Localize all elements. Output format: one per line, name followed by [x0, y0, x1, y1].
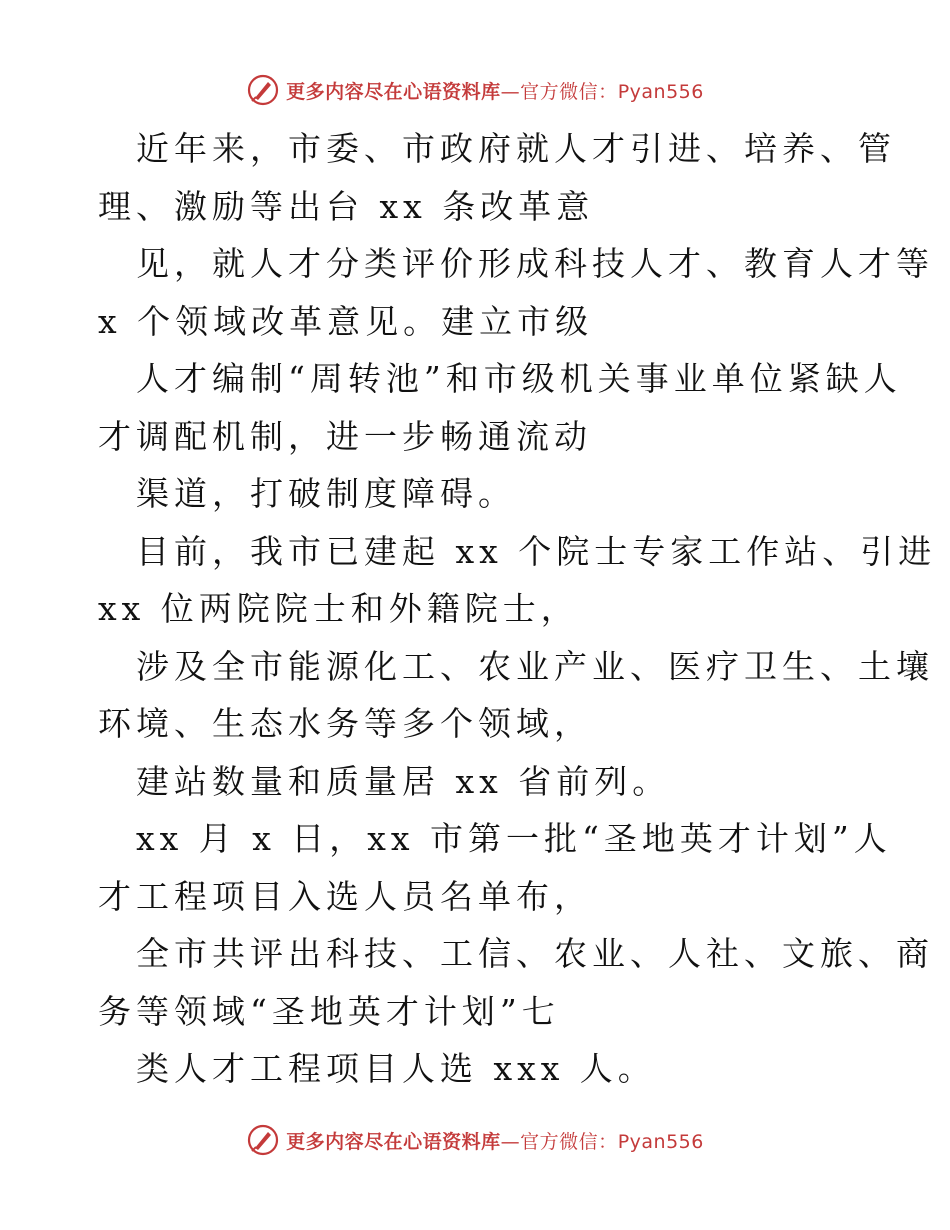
text-line: x 个领域改革意见。建立市级: [98, 301, 594, 341]
text-line: 才工程项目入选人员名单布，: [98, 876, 592, 916]
text-line: xx 位两院院士和外籍院士，: [98, 589, 579, 628]
watermark-dash: —: [500, 80, 521, 103]
text-line: 涉及全市能源化工、农业产业、医疗卫生、土壤: [136, 646, 934, 686]
text-line: 建站数量和质量居 xx 省前列。: [136, 761, 671, 801]
watermark-id: Pyan556: [617, 80, 704, 103]
watermark-text: [286, 77, 704, 104]
watermark-main: 更多内容尽在心语资料库: [286, 80, 501, 103]
text-line: 近年来，市委、市政府就人才引进、培养、管: [136, 129, 896, 168]
watermark-sub: 官方微信：: [520, 1130, 618, 1153]
text-line: xx 月 x 日，xx 市第一批“圣地英才计划”人: [136, 819, 892, 858]
watermark-id: Pyan556: [617, 1130, 704, 1153]
watermark-sub: 官方微信：: [520, 80, 618, 103]
watermark-dash: —: [500, 1130, 521, 1153]
text-line: 环境、生态水务等多个领域，: [98, 704, 592, 743]
text-line: 理、激励等出台 xx 条改革意: [98, 186, 595, 226]
watermark-main: 更多内容尽在心语资料库: [286, 1130, 501, 1153]
text-line: 见，就人才分类评价形成科技人才、教育人才等: [136, 244, 934, 283]
text-line: 才调配机制，进一步畅通流动: [98, 416, 592, 456]
text-line: 目前，我市已建起 xx 个院士专家工作站、引进: [136, 531, 937, 571]
footer-watermark: [0, 1120, 950, 1160]
text-line: 务等领域“圣地英才计划”七: [98, 991, 560, 1031]
watermark-text: [286, 1127, 704, 1154]
text-line: 类人才工程项目人选 xxx 人。: [136, 1049, 656, 1088]
text-line: 全市共评出科技、工信、农业、人社、文旅、商: [136, 934, 934, 973]
quill-pen-icon: [246, 1123, 280, 1157]
document-body: [98, 120, 937, 1098]
text-line: 人才编制“周转池”和市级机关事业单位紧缺人: [136, 359, 902, 398]
header-watermark: [0, 70, 950, 110]
text-line: 渠道，打破制度障碍。: [136, 474, 516, 513]
quill-pen-icon: [246, 73, 280, 107]
